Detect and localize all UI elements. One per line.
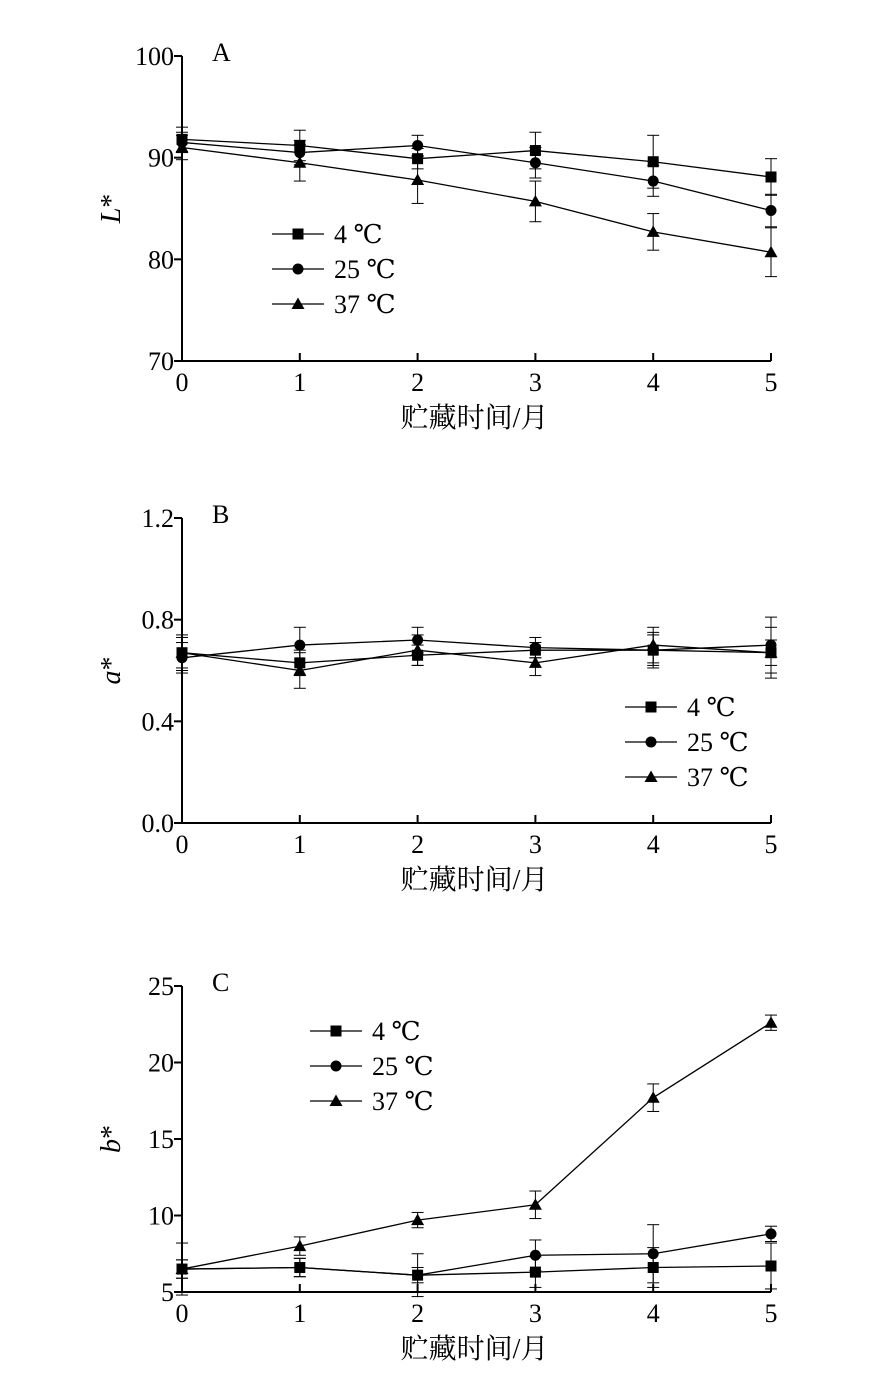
legend-label: 25 ℃ — [372, 1052, 434, 1081]
y-tick-label: 70 — [148, 347, 174, 376]
series-triangle — [176, 135, 778, 276]
series-square — [176, 632, 777, 675]
y-axis-title-star: * — [96, 1125, 127, 1139]
x-tick-label: 5 — [764, 830, 778, 859]
panel-label: C — [212, 968, 230, 997]
x-tick-label: 1 — [293, 368, 307, 397]
y-tick-label: 25 — [148, 972, 174, 1001]
legend-label: 37 ℃ — [687, 763, 749, 792]
legend-marker — [330, 1095, 343, 1107]
data-point — [766, 1228, 777, 1239]
series-line — [182, 142, 771, 210]
legend-marker — [645, 771, 658, 783]
series-square — [176, 127, 777, 195]
y-tick-label: 20 — [148, 1048, 174, 1078]
y-tick-label: 10 — [148, 1201, 174, 1231]
chart-panel-c — [96, 968, 778, 1365]
series-line — [182, 640, 771, 658]
x-tick-label: 0 — [175, 368, 189, 397]
data-point — [647, 639, 660, 651]
legend — [310, 1017, 434, 1116]
series-triangle — [176, 1015, 778, 1278]
y-tick-label: 0.0 — [141, 809, 174, 838]
data-point — [530, 1250, 541, 1261]
x-tick-label: 3 — [528, 1299, 542, 1328]
series-line — [182, 148, 771, 253]
legend-marker — [293, 264, 304, 275]
y-axis-title — [96, 657, 127, 685]
y-tick-label: 0.4 — [141, 707, 174, 737]
legend-label: 4 ℃ — [334, 220, 383, 249]
x-tick-label: 4 — [646, 830, 660, 859]
y-tick-label: 80 — [148, 245, 174, 275]
series-circle — [176, 617, 777, 673]
series-triangle — [176, 627, 778, 688]
x-axis-title: 贮藏时间/月 — [400, 865, 549, 896]
legend-label: 4 ℃ — [372, 1017, 421, 1046]
y-axis-title — [96, 194, 127, 225]
x-tick-label: 2 — [411, 368, 425, 397]
data-point — [766, 171, 777, 182]
x-tick-label: 4 — [646, 1299, 660, 1328]
x-tick-label: 3 — [528, 368, 542, 397]
legend-marker — [293, 229, 304, 240]
panel-label: B — [212, 500, 230, 529]
y-axis-title-star: * — [96, 656, 127, 671]
data-point — [530, 157, 541, 168]
data-point — [412, 140, 423, 151]
x-tick-label: 5 — [764, 368, 778, 397]
y-axis-title — [96, 1125, 127, 1153]
y-tick-label: 15 — [148, 1125, 174, 1154]
data-point — [766, 1260, 777, 1271]
y-axis-title-star: * — [96, 193, 127, 208]
legend-label: 37 ℃ — [334, 290, 396, 319]
data-point — [294, 640, 305, 651]
data-point — [647, 1091, 660, 1103]
series-line — [182, 1234, 771, 1275]
y-axis-title-var: b — [96, 1139, 127, 1153]
x-tick-label: 2 — [411, 830, 425, 859]
series-circle — [176, 132, 777, 227]
series-circle — [176, 1225, 777, 1297]
legend-marker — [646, 702, 657, 713]
y-tick-label: 0.8 — [141, 605, 174, 635]
legend — [625, 693, 749, 792]
data-point — [765, 1016, 778, 1028]
y-tick-label: 90 — [148, 143, 174, 173]
series-line — [182, 1023, 771, 1269]
x-tick-label: 1 — [293, 1299, 307, 1328]
x-tick-label: 0 — [175, 830, 189, 859]
x-tick-label: 2 — [411, 1299, 425, 1328]
x-tick-label: 3 — [528, 830, 542, 859]
x-tick-label: 1 — [293, 830, 307, 859]
legend-label: 25 ℃ — [687, 728, 749, 757]
data-point — [648, 1248, 659, 1259]
x-tick-label: 4 — [646, 368, 660, 397]
y-tick-label: 1.2 — [141, 504, 174, 533]
y-axis-title-var: a — [96, 670, 127, 685]
data-point — [648, 176, 659, 187]
legend-label: 25 ℃ — [334, 255, 396, 284]
legend-marker — [292, 298, 305, 310]
x-axis-title: 贮藏时间/月 — [400, 1334, 549, 1365]
legend-marker — [646, 737, 657, 748]
series-square — [176, 1243, 777, 1289]
chart-panel-a — [96, 38, 778, 434]
x-tick-label: 5 — [764, 1299, 778, 1328]
legend — [272, 220, 396, 319]
x-tick-label: 0 — [175, 1299, 189, 1328]
y-axis-title-var: L — [96, 207, 127, 224]
x-axis-title: 贮藏时间/月 — [400, 403, 549, 434]
data-point — [294, 1262, 305, 1273]
chart-panel-b — [96, 500, 778, 896]
legend-label: 4 ℃ — [687, 693, 736, 722]
legend-marker — [331, 1061, 342, 1072]
panel-label: A — [212, 38, 231, 67]
y-tick-label: 5 — [161, 1278, 174, 1307]
legend-label: 37 ℃ — [372, 1087, 434, 1116]
data-point — [766, 205, 777, 216]
series-line — [182, 139, 771, 177]
data-point — [412, 1270, 423, 1281]
y-tick-label: 100 — [135, 42, 174, 71]
legend-marker — [331, 1026, 342, 1037]
